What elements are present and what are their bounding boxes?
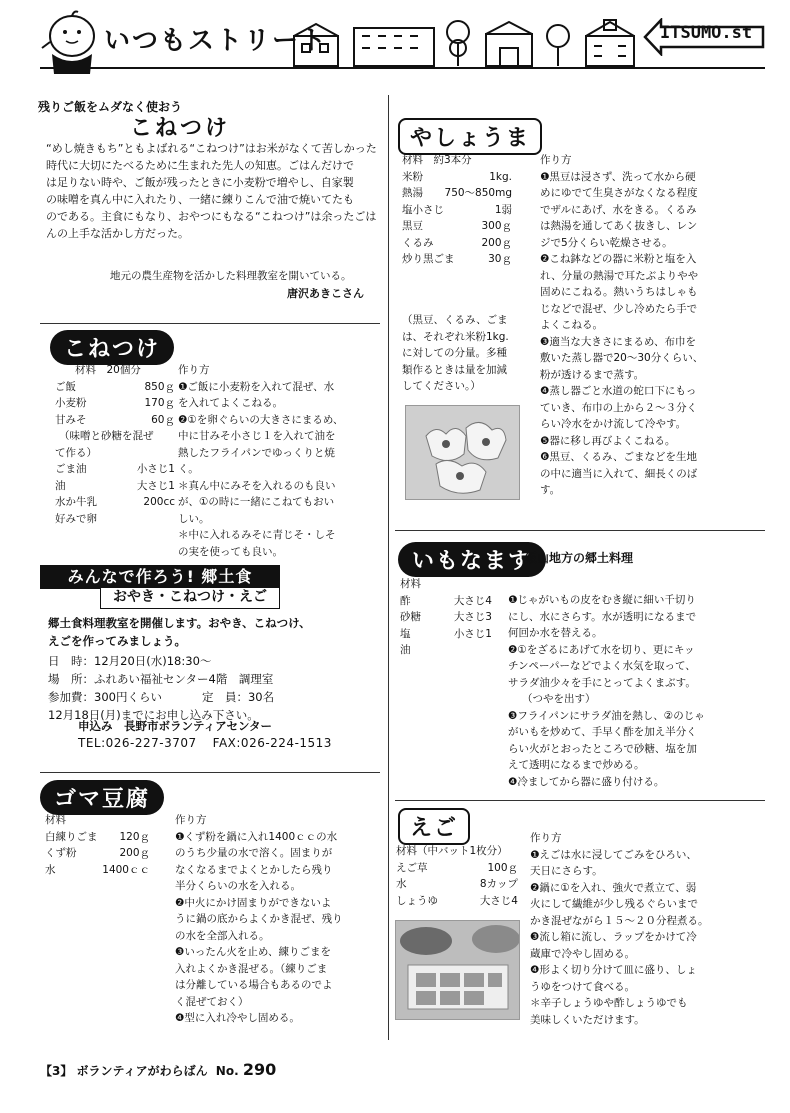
intro-author: 唐沢あきこさん	[287, 287, 364, 300]
method-step: ❹形よく切り分けて皿に盛り、しょ	[530, 964, 697, 976]
yashouma-ingredients	[402, 152, 512, 268]
method-step: でザルにあげ、水をきる。くるみ	[540, 203, 697, 216]
intro-note: 地元の農生産物を活かした料理教室を開いている。	[110, 270, 352, 282]
mascot-illustration	[38, 8, 106, 76]
event-fax: FAX:026-224-1513	[212, 736, 332, 750]
method-step: 固めにこねる。熱いうちはしゃも	[540, 286, 698, 298]
ingredient-row: 水か牛乳 200cc	[55, 496, 175, 508]
ingredient-note: て作る）	[55, 446, 97, 459]
method-step: 火にして繊維が少し残るぐらいまで	[530, 898, 698, 910]
method-step: 粉が透けるまで蒸す。	[540, 368, 645, 381]
method-step: ❹冷ましてから器に盛り付ける。	[508, 775, 665, 788]
method-step: ＊中に入れるみそに青じそ・しそ	[178, 529, 336, 541]
method-step: ❶じゃがいもの皮をむき縦に細い千切り	[508, 594, 696, 606]
event-details	[48, 652, 378, 724]
method-step: ❷①を卵ぐらいの大きさにまるめ、	[178, 413, 344, 426]
event-tel: TEL:026-227-3707	[78, 736, 197, 750]
method-step: く。	[178, 463, 199, 475]
method-step: ＊辛子しょうゆや酢しょうゆでも	[530, 997, 688, 1009]
method-step: がいもを炒めて、手早く酢を加え半分く	[508, 726, 697, 738]
street-sign-text: ITSUMO.st	[660, 23, 753, 43]
konetsuke-method	[178, 362, 383, 560]
column-divider	[388, 95, 389, 1040]
method-step: 入れよくかき混ぜる。（練りごま	[175, 962, 328, 975]
imonamasu-ingredients	[400, 576, 492, 659]
method-step: ❷鍋に①を入れ、強火で煮立て、弱	[530, 881, 697, 894]
ingredient-row: しょうゆ 大さじ4	[396, 894, 518, 907]
method-step: ❻黒豆、くるみ、ごまなどを生地	[540, 451, 698, 463]
event-lead-line: えごを作ってみましょう。	[48, 634, 186, 648]
method-step: じなどで混ぜ、少し冷めたら手で	[540, 302, 698, 315]
event-lead-line: 郷土食料理教室を開催します。おやき、こねつけ、	[48, 616, 311, 630]
method-step: 美味しくいただけます。	[530, 1013, 645, 1026]
intro-body	[46, 140, 381, 242]
ingredient-row: 黒豆 300ｇ	[402, 220, 512, 232]
intro-kicker: 残りご飯をムダなく使おう	[38, 100, 183, 114]
materials-label: 材料 約3本分	[402, 154, 472, 166]
method-label: 作り方	[530, 832, 562, 844]
method-step: にし、水にさらす。水が透明になるまで	[508, 610, 697, 623]
event-deadline: 12月18日(月)までにお申し込み下さい。	[48, 708, 259, 722]
method-step: ❷中火にかけ固まりができないよ	[175, 896, 332, 909]
ingredient-row: 炒り黒ごま 30ｇ	[402, 253, 512, 265]
method-step: うゆをつけて食べる。	[530, 980, 635, 993]
yashouma-photo	[405, 405, 520, 500]
note-line: に対しての分量。多種	[402, 347, 507, 359]
ingredient-row: 塩 小さじ1	[400, 627, 492, 640]
method-step: の実を使っても良い。	[178, 545, 283, 558]
footer	[40, 1060, 276, 1079]
imonamasu-label: いもなます	[398, 542, 546, 577]
event-date: 日 時：12月20日(水)18:30～	[48, 654, 212, 668]
intro-line: のである。主食にもなり、おやつにもなる“こねつけ”は余ったごは	[46, 210, 377, 223]
method-step: チンペーパーなどでよく水気を取って、	[508, 660, 696, 672]
method-step: ❸流し箱に流し、ラップをかけて冷	[530, 931, 697, 943]
ego-method	[530, 830, 765, 1028]
method-step: のうち少量の水で溶く。固まりが	[175, 847, 333, 859]
ingredient-row: 酢 大さじ4	[400, 594, 492, 607]
method-step: ❶えごは水に浸してごみをひろい、	[530, 848, 697, 861]
ingredient-row: 油 大さじ1	[55, 479, 175, 492]
ingredient-row: くるみ 200ｇ	[402, 236, 512, 249]
method-step: ❷①をざるにあげて水を切り、更にキッ	[508, 643, 695, 656]
method-step: しい。	[178, 512, 210, 525]
goma-ingredients	[45, 812, 150, 878]
method-label: 作り方	[178, 364, 210, 376]
intro-line: 時代に大切にたべるために生まれた先人の知恵。ごはんだけで	[46, 159, 354, 172]
note-line: は、それぞれ米粉1kg.	[402, 330, 509, 343]
materials-label: 材料 20個分	[75, 364, 141, 376]
konetsuke-ingredients	[55, 362, 175, 527]
ingredient-row: 水 1400ｃｃ	[45, 863, 150, 876]
footer-publication: ボランティアがわらばん	[76, 1064, 208, 1078]
yashouma-note	[402, 312, 532, 395]
method-step: かき混ぜながら１５～２０分程煮る。	[530, 914, 709, 927]
method-step: （つやを出す）	[522, 693, 596, 705]
event-apply: 申込み 長野市ボランティアセンター	[78, 719, 273, 733]
method-step: ❶ご飯に小麦粉を入れて混ぜ、水	[178, 380, 335, 393]
ingredient-row: 小麦粉 170ｇ	[55, 397, 175, 409]
method-step: ジで5分くらい乾燥させる。	[540, 236, 673, 249]
event-banner: みんなで作ろう! 郷土食	[40, 565, 280, 589]
ingredient-row: えご草 100ｇ	[396, 861, 518, 874]
event-fee: 参加費：300円くらい	[48, 690, 162, 704]
method-step: めにゆでて生臭さがなくなる程度	[540, 187, 698, 199]
method-step: ＊真ん中にみそを入れるのも良い	[178, 479, 336, 492]
method-step: うに鍋の底からよくかき混ぜ、残り	[175, 913, 343, 925]
ingredient-row: 油	[400, 644, 411, 656]
ingredient-row: 水 8カップ	[396, 878, 518, 890]
method-step: サラダ油少々を手にとってよくまぶす。	[508, 676, 696, 689]
ingredient-row: くず粉 200ｇ	[45, 847, 150, 859]
ego-photo-image	[396, 921, 520, 1020]
yashouma-photo-image	[406, 406, 520, 500]
yashouma-method	[540, 152, 765, 499]
masthead	[0, 0, 790, 80]
method-step: 何回か水を替える。	[508, 627, 603, 639]
method-step: が、①の時に一緒にこねてもおい	[178, 496, 335, 508]
ingredient-row: 熱湯 750～850mg	[402, 187, 512, 199]
ingredient-row: 砂糖 大さじ3	[400, 611, 492, 623]
method-step: す。	[540, 484, 561, 496]
divider	[40, 772, 380, 773]
divider	[395, 530, 765, 531]
event-fee-row	[48, 688, 378, 706]
divider	[395, 800, 765, 801]
method-step: 半分くらいの水を入れる。	[175, 880, 301, 892]
intro-line: んの上手な活かし方だった。	[46, 227, 189, 240]
ingredient-row: 好みで卵	[55, 512, 97, 525]
divider	[40, 323, 380, 324]
method-step: よくこねる。	[540, 319, 603, 331]
method-step: 蔵庫で冷やし固める。	[530, 947, 635, 960]
ego-label: えご	[398, 808, 470, 845]
ingredient-row: 白練りごま 120ｇ	[45, 830, 150, 843]
intro-line: は足りない時や、ご飯が残ったときに小麦粉で増やし、自家製	[46, 176, 354, 189]
method-step: れ、分量の熱湯で耳たぶよりやや	[540, 269, 699, 282]
intro-line: の味噌を真ん中に入れたり、一緒に練りこんで油で焼いてたも	[46, 193, 354, 206]
method-step: らい火がとおったところで砂糖、塩を加	[508, 742, 697, 755]
imonamasu-subtitle: 飯山地方の郷土料理	[525, 551, 634, 565]
method-step: ❶くず粉を鍋に入れ1400ｃｃの水	[175, 830, 338, 843]
ingredient-row: 塩小さじ 1弱	[402, 203, 512, 216]
masthead-title: いつもストリート	[104, 26, 329, 56]
method-step: えて透明になるまで炒める。	[508, 759, 645, 771]
ingredient-row: ごま油 小さじ1	[55, 463, 175, 475]
method-step: は分離している場合もあるのでよ	[175, 979, 333, 991]
method-step: 熱したフライパンでゆっくりと焼	[178, 446, 335, 459]
yashouma-label: やしょうま	[398, 118, 542, 155]
method-step: ❹型に入れ冷やし固める。	[175, 1012, 300, 1024]
method-step: は熱湯を通してあく抜きし、レン	[540, 220, 698, 232]
goma-method	[175, 812, 385, 1027]
ingredient-row: 米粉 1kg.	[402, 170, 512, 183]
method-step: なくなるまでよくとかしたら残り	[175, 863, 333, 876]
event-capacity: 定 員：30名	[201, 690, 275, 704]
note-line: してください。）	[402, 380, 481, 392]
method-step: の水を全部入れる。	[175, 929, 270, 942]
materials-label: 材料	[45, 814, 66, 826]
method-step: の中に適当に入れて、細長くのば	[540, 467, 698, 480]
ingredient-note: （味噌と砂糖を混ぜ	[59, 430, 154, 442]
street-buildings-illustration	[290, 14, 640, 68]
method-step: く混ぜておく）	[175, 995, 249, 1008]
method-step: ❸適当な大きさにまるめ、布巾を	[540, 335, 696, 348]
intro-line: “めし焼きもち”ともよばれる“こねつけ”はお米がなくて苦しかった	[46, 142, 377, 155]
footer-issue-prefix: No.	[215, 1064, 239, 1078]
event-place: 場 所：ふれあい福祉センター4階 調理室	[48, 672, 274, 686]
ingredient-row: ご飯 850ｇ	[55, 380, 175, 393]
event-contact	[78, 736, 332, 750]
intro-title: こねつけ	[130, 116, 231, 141]
ego-photo	[395, 920, 520, 1020]
method-label: 作り方	[540, 154, 572, 166]
method-step: ❺器に移し再びよくこねる。	[540, 434, 676, 447]
method-step: らい冷水をかけ流して冷やす。	[540, 418, 687, 430]
footer-issue: 290	[242, 1060, 277, 1079]
ingredient-row: 甘みそ 60ｇ	[55, 413, 175, 426]
note-line: 類作るときは量を加減	[402, 363, 507, 376]
materials-label: 材料	[400, 578, 421, 590]
konetsuke-label: こねつけ	[50, 330, 174, 365]
event-subtitle: おやき・こねつけ・えご	[100, 587, 280, 609]
method-step: ❸フライパンにサラダ油を熱し、②のじゃ	[508, 709, 705, 722]
method-step: ❸いったん火を止め、練りごまを	[175, 946, 331, 958]
method-step: 天日にさらす。	[530, 865, 603, 877]
method-step: 中に甘みそ小さじ１を入れて油を	[178, 430, 336, 442]
method-step: ❹蒸し器ごと水道の蛇口下にもっ	[540, 385, 697, 397]
imonamasu-method	[508, 592, 768, 790]
footer-page: 【3】	[40, 1064, 73, 1078]
event-lead	[48, 614, 311, 650]
method-step: を入れてよくこねる。	[178, 397, 283, 409]
method-step: ていき、布巾の上から２～３分く	[540, 401, 698, 414]
method-step: ❷こね鉢などの器に米粉と塩を入	[540, 253, 697, 265]
method-step: 敷いた蒸し器で20～30分くらい、	[540, 352, 704, 364]
note-line: （黒豆、くるみ、ごま	[402, 314, 508, 326]
method-label: 作り方	[175, 814, 207, 826]
ego-ingredients	[396, 843, 518, 909]
method-step: ❶黒豆は浸さず、洗って水から硬	[540, 170, 696, 183]
materials-label: 材料（中バット1枚分）	[396, 845, 508, 857]
goma-label: ゴマ豆腐	[40, 780, 164, 815]
